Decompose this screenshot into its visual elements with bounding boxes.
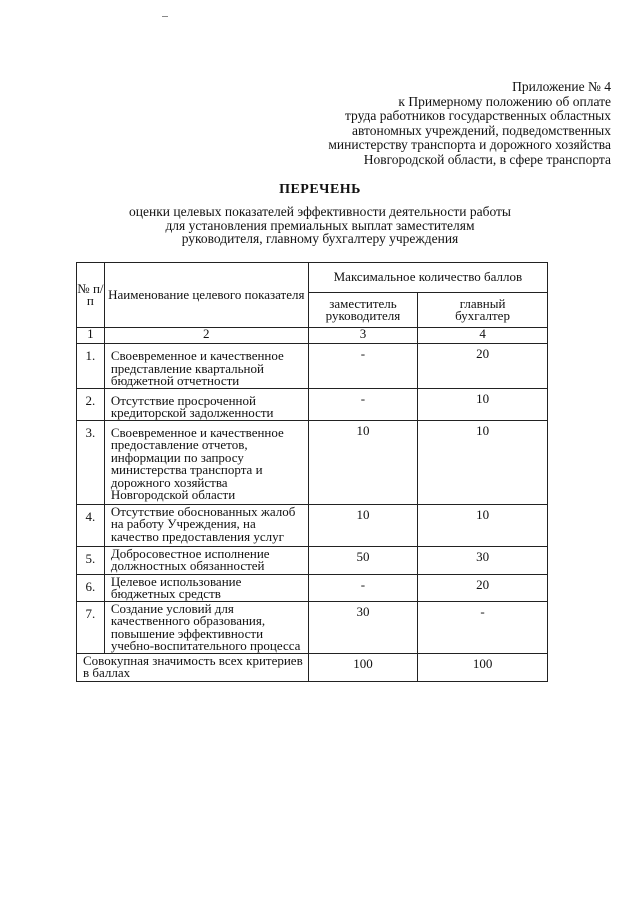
numbering-cell: 4 [418, 328, 548, 344]
row-accountant-value: 30 [418, 546, 548, 574]
appendix-line: министерству транспорта и дорожного хозяйства [328, 137, 611, 153]
subtitle-line: для установления премиальных выплат заместителям [165, 217, 475, 233]
row-number: 2. [77, 388, 105, 420]
table-row [77, 344, 548, 389]
row-deputy-value: - [308, 574, 417, 601]
row-deputy-value: 10 [308, 420, 417, 504]
row-deputy-value: 50 [308, 546, 417, 574]
table-total-row [77, 653, 548, 681]
numbering-cell: 3 [308, 328, 417, 344]
row-name: Отсутствие просроченной кредиторской задолженности [104, 388, 308, 420]
table-row [77, 388, 548, 420]
numbering-cell: 1 [77, 328, 105, 344]
row-number: 7. [77, 601, 105, 653]
header-accountant: главный бухгалтер [418, 293, 548, 328]
scan-artifact [162, 16, 168, 17]
table-row [77, 420, 548, 504]
row-name: Своевременное и качественное представление квартальной бюджетной отчетности [104, 344, 308, 389]
row-accountant-value: 10 [418, 388, 548, 420]
appendix-line: Новгородской области, в сфере транспорта [363, 151, 611, 167]
row-deputy-value: 10 [308, 504, 417, 546]
row-number: 1. [77, 344, 105, 389]
subtitle-line: руководителя, главному бухгалтеру учреждения [181, 231, 459, 247]
header-number: № п/п [77, 263, 105, 328]
row-deputy-value: - [308, 344, 417, 389]
total-deputy-value: 100 [308, 653, 417, 681]
row-number: 4. [77, 504, 105, 546]
row-accountant-value: - [418, 601, 548, 653]
header-max-points: Максимальное количество баллов [308, 263, 547, 293]
total-accountant-value: 100 [418, 653, 548, 681]
numbering-cell: 2 [104, 328, 308, 344]
table-row [77, 504, 548, 546]
header-name: Наименование целевого показателя [104, 263, 308, 328]
row-accountant-value: 20 [418, 344, 548, 389]
table-row [77, 601, 548, 653]
table-numbering-row [77, 328, 548, 344]
row-accountant-value: 10 [418, 420, 548, 504]
appendix-line: автономных учреждений, подведомственных [352, 122, 611, 138]
header-deputy: заместитель руководителя [308, 293, 417, 328]
row-deputy-value: - [308, 388, 417, 420]
row-name: Создание условий для качественного образования, повышение эффективности учебно-воспитательного процесса [104, 601, 308, 653]
row-number: 5. [77, 546, 105, 574]
row-name: Отсутствие обоснованных жалоб на работу Учреждения, на качество предоставления услуг [104, 504, 308, 546]
document-subtitle [0, 205, 640, 246]
row-accountant-value: 20 [418, 574, 548, 601]
row-accountant-value: 10 [418, 504, 548, 546]
appendix-line: Приложение № 4 [512, 79, 611, 94]
appendix-block [328, 80, 611, 168]
table-row [77, 574, 548, 601]
row-number: 6. [77, 574, 105, 601]
row-name: Своевременное и качественное предоставление отчетов, информации по запросу министерства транспорта и дорожного хозяйства Новгородской области [104, 420, 308, 504]
total-label: Совокупная значимость всех критериев в баллах [77, 653, 309, 681]
subtitle-line: оценки целевых показателей эффективности деятельности работы [129, 204, 511, 219]
table-header-row [77, 263, 548, 293]
appendix-line: труда работников государственных областных [344, 108, 611, 124]
row-number: 3. [77, 420, 105, 504]
table-row [77, 546, 548, 574]
row-deputy-value: 30 [308, 601, 417, 653]
row-name: Целевое использование бюджетных средств [104, 574, 308, 601]
criteria-table [76, 262, 548, 682]
document-title: ПЕРЕЧЕНЬ [279, 182, 361, 197]
row-name: Добросовестное исполнение должностных обязанностей [104, 546, 308, 574]
appendix-line: к Примерному положению об оплате [398, 93, 611, 109]
